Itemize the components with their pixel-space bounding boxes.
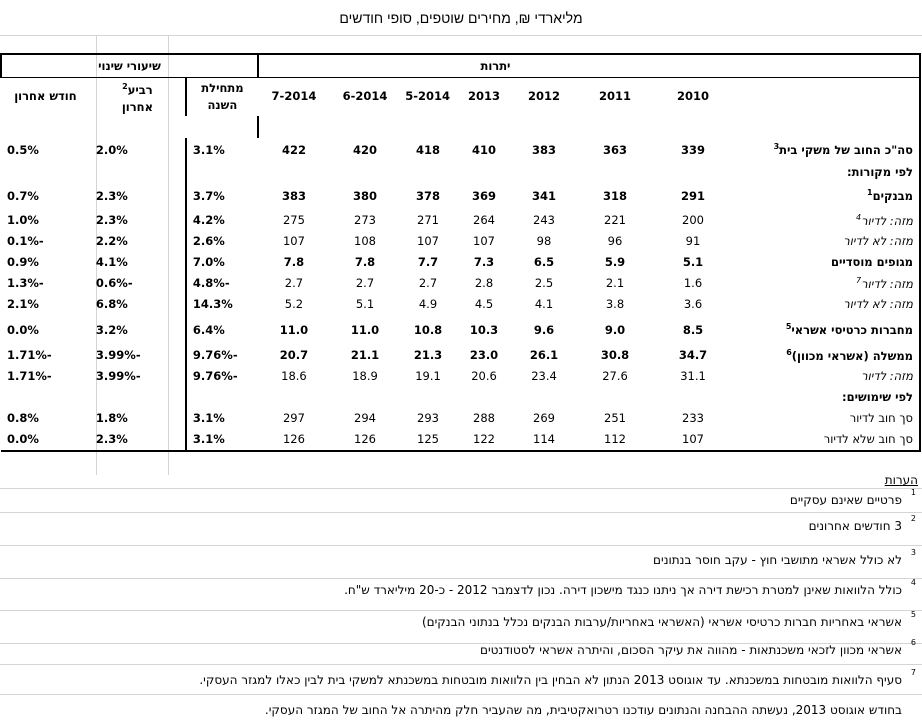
cell-value: 233 <box>682 411 704 426</box>
table-row <box>1 138 920 162</box>
row-label: סה"כ החוב של משקי בית$^3$ <box>732 138 920 162</box>
row-label: סך חוב שלא לדיור <box>732 429 920 451</box>
cell-rate: 0.7% <box>7 188 39 203</box>
cell-value: 18.6 <box>281 369 307 384</box>
cell-value: 2.7 <box>355 276 375 291</box>
cell-value: 122 <box>456 429 512 451</box>
cell-value: 2.1 <box>605 276 625 291</box>
cell-value: 221 <box>604 213 626 228</box>
cell-value: 96 <box>607 234 623 249</box>
note-text: בחודש אוגוסט 2013, נעשתה ההבחנה והנתונים עודכנו רטרואקטיבית, מה שהעביר חלק מהיתרה אל החוב של המגזר העסקי. <box>264 703 902 717</box>
cell-value <box>512 387 576 408</box>
row-label: לפי שימושים: <box>732 387 920 408</box>
cell-value <box>456 387 512 408</box>
cell-value: 5.1 <box>682 255 704 270</box>
cell-rate: -0.6% <box>95 276 133 291</box>
cell-value: 30.8 <box>600 348 630 363</box>
note-number: 7 <box>910 668 916 677</box>
cell-value: 410 <box>471 142 496 157</box>
cell-value: 4.9 <box>418 297 438 312</box>
row-label: מזה: לדיור$^7$ <box>732 273 920 294</box>
row-label: מזה: לדיור$^4$ <box>732 210 920 231</box>
cell-value: 2.8 <box>474 276 494 291</box>
cell-value: 418 <box>415 142 440 157</box>
cell-value: 21.3 <box>413 348 443 363</box>
cell-value: 271 <box>417 213 439 228</box>
cell-rate: 3.7% <box>186 182 258 210</box>
rates-header: שיעורי שינוי <box>1 54 258 78</box>
table-row <box>1 273 920 294</box>
cell-rate: 1.8% <box>95 411 128 426</box>
cell-rate: 2.2% <box>95 234 128 249</box>
table-row <box>1 182 920 210</box>
cell-value: 269 <box>533 411 555 426</box>
cell-value: 7.7 <box>417 255 439 270</box>
row-label: מחברות כרטיסי אשראי$^5$ <box>732 315 920 345</box>
cell-value: 5.1 <box>355 297 375 312</box>
cell-value: 4.5 <box>474 297 494 312</box>
cell-rate: -9.76% <box>186 345 258 366</box>
cell-value: 2.7 <box>418 276 438 291</box>
cell-value: 341 <box>531 188 556 203</box>
cell-rate: -4.8% <box>186 273 258 294</box>
col-year: 2010 <box>676 89 709 104</box>
cell-value: 26.1 <box>529 348 559 363</box>
cell-value: 420 <box>352 142 377 157</box>
note-number: 2 <box>910 514 916 523</box>
cell-value: 422 <box>281 142 306 157</box>
col-year: 7-2014 <box>271 89 317 104</box>
cell-value: 11.0 <box>279 322 309 337</box>
cell-rate: -9.76% <box>186 366 258 387</box>
cell-value: 112 <box>576 429 654 451</box>
cell-rate: 3.1% <box>186 408 258 429</box>
row-label: מזה: לדיור <box>732 366 920 387</box>
cell-rate: 0.0% <box>1 429 90 451</box>
cell-value: 383 <box>281 188 306 203</box>
col-year: 2013 <box>467 89 500 104</box>
cell-value: 2.7 <box>284 276 304 291</box>
cell-value: 243 <box>533 213 555 228</box>
cell-rate: 2.1% <box>7 297 39 312</box>
sheet-title: מליארדי ₪, מחירים שוטפים, סופי חודשים <box>339 10 583 26</box>
cell-value: 18.9 <box>352 369 378 384</box>
cell-value: 11.0 <box>350 322 380 337</box>
cell-rate <box>186 387 258 408</box>
cell-value: 31.1 <box>680 369 706 384</box>
cell-rate: -1.71% <box>7 369 52 384</box>
note-number: 1 <box>910 488 916 497</box>
cell-value: 21.1 <box>350 348 380 363</box>
cell-rate: 1.0% <box>7 213 39 228</box>
col-rate-ytd: מתחילת השנה <box>186 78 258 116</box>
cell-value <box>576 387 654 408</box>
row-label: סך חוב לדיור <box>732 408 920 429</box>
cell-value <box>400 162 456 182</box>
cell-value: 293 <box>417 411 439 426</box>
row-label: לפי מקורות: <box>732 162 920 182</box>
cell-value: 9.0 <box>604 322 626 337</box>
note-number: 4 <box>910 578 916 587</box>
cell-value: 107 <box>473 234 495 249</box>
cell-rate: 0.9% <box>7 255 39 270</box>
table-row <box>1 429 920 451</box>
cell-value: 380 <box>352 188 377 203</box>
cell-value: 1.6 <box>683 276 703 291</box>
cell-rate: 7.0% <box>186 252 258 273</box>
cell-value: 275 <box>282 213 305 228</box>
col-year: 2012 <box>527 89 560 104</box>
cell-value <box>330 162 400 182</box>
cell-value: 3.8 <box>605 297 625 312</box>
cell-value: 98 <box>536 234 552 249</box>
cell-rate: 0.5% <box>7 142 39 157</box>
cell-value <box>654 387 732 408</box>
cell-value <box>258 162 330 182</box>
row-label: מזה: לא לדיור <box>732 294 920 315</box>
cell-value: 125 <box>400 429 456 451</box>
cell-rate: 2.3% <box>95 213 128 228</box>
cell-value: 91 <box>685 234 701 249</box>
table-row <box>1 252 920 273</box>
cell-value: 291 <box>680 188 705 203</box>
cell-value: 34.7 <box>678 348 708 363</box>
cell-rate: 2.3% <box>95 188 128 203</box>
note-text: פרטיים שאינם עסקיים <box>789 493 902 507</box>
cell-rate: 3.1% <box>186 429 258 451</box>
cell-rate: 2.3% <box>90 429 186 451</box>
row-label: מזה: לא לדיור <box>732 231 920 252</box>
cell-rate: 4.2% <box>186 210 258 231</box>
table-row <box>1 294 920 315</box>
col-year: 6-2014 <box>342 89 388 104</box>
cell-value: 294 <box>354 411 376 426</box>
cell-value: 5.9 <box>604 255 626 270</box>
cell-rate <box>1 387 90 408</box>
table-row <box>1 315 920 345</box>
col-rate-month: חודש אחרון <box>14 89 77 104</box>
note-text: לא כולל אשראי מתושבי חוץ - עקב חוסר בנתונים <box>653 553 902 567</box>
cell-value: 3.6 <box>683 297 703 312</box>
cell-rate: 6.4% <box>186 315 258 345</box>
note-text: סעיף הלוואות מובטחות במשכנתא. עד אוגוסט 2013 הנתון לא הבחין בין הלוואות מובטחות במשכנתא למשקי בית לבין כאלו למגזר העסקי. <box>199 673 902 687</box>
cell-value: 297 <box>282 411 305 426</box>
cell-value <box>456 162 512 182</box>
cell-value: 339 <box>680 142 705 157</box>
cell-rate: -1.71% <box>7 348 52 363</box>
cell-rate <box>90 162 186 182</box>
spacer-row <box>1 116 920 138</box>
column-header-row <box>1 78 920 116</box>
table-row <box>1 345 920 366</box>
note-text: כולל הלוואות שאינן למטרת רכישת דירה אך ניתנו כנגד מישכון דירה. נכון לדצמבר 2012 - כ-20 מיליארד ש"ח. <box>344 583 902 597</box>
cell-rate: -0.1% <box>7 234 44 249</box>
cell-rate: 0.8% <box>7 411 39 426</box>
cell-value <box>330 387 400 408</box>
cell-value: 107 <box>654 429 732 451</box>
cell-value: 23.4 <box>531 369 557 384</box>
cell-rate: 2.6% <box>186 231 258 252</box>
cell-value: 7.8 <box>283 255 305 270</box>
row-label: מבנקים$^1$ <box>732 182 920 210</box>
cell-value <box>654 162 732 182</box>
cell-rate: 2.0% <box>95 142 128 157</box>
cell-rate: -1.3% <box>7 276 44 291</box>
cell-value <box>258 387 330 408</box>
cell-value: 288 <box>473 411 495 426</box>
cell-value: 383 <box>531 142 556 157</box>
cell-rate: -3.99% <box>95 369 141 384</box>
cell-value: 273 <box>354 213 376 228</box>
household-debt-table <box>0 53 921 452</box>
cell-value: 8.5 <box>682 322 704 337</box>
cell-value: 378 <box>415 188 440 203</box>
note-number: 3 <box>910 548 916 557</box>
notes-title: הערות <box>884 473 918 487</box>
table-row <box>1 408 920 429</box>
cell-rate: 4.1% <box>95 255 128 270</box>
cell-rate: 0.0% <box>7 322 39 337</box>
cell-value: 4.1 <box>534 297 554 312</box>
cell-value: 2.5 <box>534 276 554 291</box>
cell-value: 7.3 <box>473 255 495 270</box>
col-rate-quarter: רביע$^2$ אחרון <box>121 82 153 114</box>
col-year: 5-2014 <box>405 89 450 104</box>
cell-value: 10.3 <box>469 322 499 337</box>
cell-value: 369 <box>471 188 496 203</box>
cell-value: 264 <box>473 213 495 228</box>
cell-rate <box>90 387 186 408</box>
cell-rate: 3.1% <box>186 138 258 162</box>
table-row <box>1 231 920 252</box>
cell-value: 6.5 <box>533 255 555 270</box>
table-row <box>1 387 920 408</box>
table-row <box>1 210 920 231</box>
table-row <box>1 366 920 387</box>
cell-rate: 6.8% <box>95 297 128 312</box>
cell-value: 5.2 <box>284 297 304 312</box>
cell-value: 107 <box>417 234 439 249</box>
cell-rate <box>1 162 90 182</box>
cell-value: 27.6 <box>602 369 628 384</box>
group-header-row <box>1 54 920 78</box>
cell-value: 200 <box>682 213 704 228</box>
note-text: אשראי באחריות חברות כרטיסי אשראי (האשראי באחריות/ערבות הבנקים נכלל בנתוני הבנקים) <box>421 615 902 629</box>
balances-header: יתרות <box>258 54 732 78</box>
cell-value: 251 <box>604 411 626 426</box>
cell-rate: 14.3% <box>186 294 258 315</box>
row-label: מגופים מוסדיים <box>732 252 920 273</box>
cell-rate: 3.2% <box>95 322 128 337</box>
cell-rate <box>186 162 258 182</box>
cell-value: 363 <box>602 142 627 157</box>
cell-value <box>400 387 456 408</box>
table-row <box>1 162 920 182</box>
note-number: 6 <box>910 638 916 647</box>
cell-value: 126 <box>258 429 330 451</box>
row-label: ממשלה (אשראי מכוון)$^6$ <box>732 345 920 366</box>
cell-value: 23.0 <box>469 348 499 363</box>
cell-value: 318 <box>602 188 627 203</box>
cell-value: 20.6 <box>471 369 497 384</box>
note-text: 3 חודשים אחרונים <box>808 519 902 533</box>
cell-value <box>576 162 654 182</box>
cell-value: 9.6 <box>533 322 555 337</box>
cell-value: 107 <box>282 234 305 249</box>
cell-value: 126 <box>330 429 400 451</box>
note-text: אשראי מכוון לזכאי משכנתאות - מהווה את עיקר הסכום, והיתרה אשראי לסטודנטים <box>479 643 902 657</box>
cell-value: 20.7 <box>279 348 309 363</box>
cell-rate: -3.99% <box>95 348 141 363</box>
cell-value: 7.8 <box>354 255 376 270</box>
cell-value: 19.1 <box>415 369 441 384</box>
note-number: 5 <box>910 610 916 619</box>
cell-value: 114 <box>512 429 576 451</box>
col-year: 2011 <box>598 89 631 104</box>
cell-value <box>512 162 576 182</box>
cell-value: 10.8 <box>413 322 443 337</box>
cell-value: 108 <box>354 234 376 249</box>
